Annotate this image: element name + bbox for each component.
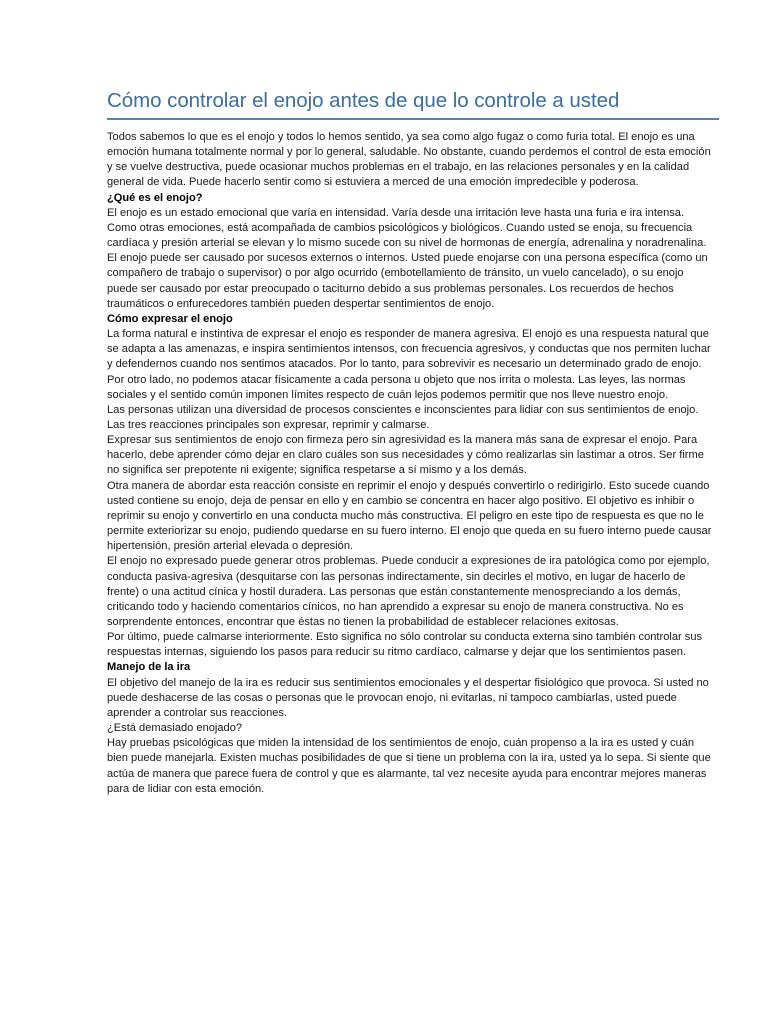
paragraph: El objetivo del manejo de la ira es reducir sus sentimientos emocionales y el despertar fisiológico que provoca. Si usted no puede deshacerse de las cosas o personas que le provocan enojo, ni evitarlas, ni tampoco cambiarlas, usted puede aprender a controlar sus reacciones.: [107, 676, 709, 719]
paragraph: Expresar sus sentimientos de enojo con firmeza pero sin agresividad es la manera más sana de expresar el enojo. Para hacerlo, debe aprender cómo dejar en claro cuáles son sus necesidades y cómo realizarlas sin lastimar a otros. Ser firme no significa ser prepotente ni exigente; significa respetarse a sí mismo y a los demás.: [107, 434, 704, 477]
paragraph: El enojo es un estado emocional que varía en intensidad. Varía desde una irritación leve hasta una furia e ira intensa. Como otras emociones, está acompañada de cambios psicológicos y biológicos. Cuando usted se enoja, su frecuencia cardíaca y presión arterial se elevan y lo mismo sucede con su nivel de hormonas de energía, adrenalina y noradrenalina.: [107, 206, 707, 250]
paragraph: Por otro lado, no podemos atacar físicamente a cada persona u objeto que nos irrita o molesta. Las leyes, las normas sociales y el sentido común imponen límites respecto de cuán lejos podemos permitir que nos lleve nuestro enojo.: [107, 373, 686, 401]
paragraph: Por último, puede calmarse interiormente. Esto significa no sólo controlar su conducta externa sino también controlar sus respuestas internas, siguiendo los pasos para reducir su ritmo cardíaco, calmarse y dejar que los sentimientos pasen.: [107, 631, 703, 659]
paragraph: Las personas utilizan una diversidad de procesos conscientes e inconscientes para lidiar con sus sentimientos de enojo. Las tres reacciones principales son expresar, reprimir y calmarse.: [107, 403, 699, 431]
paragraph: El enojo no expresado puede generar otros problemas. Puede conducir a expresiones de ira patológica como por ejemplo, conducta pasiva-agresiva (desquitarse con las personas indirectamente, sin decirles el motivo, en lugar de hacerlo de frente) o una actitud cínica y hostil duradera. Las personas que están constantemente menospreciando a los demás, criticando todo y haciendo comentarios cínicos, no han aprendido a expresar su enojo de manera constructiva. No es sorprendente entonces, encontrar que éstas no tienen la probabilidad de establecer relaciones exitosas.: [107, 555, 710, 628]
paragraph: La forma natural e instintiva de expresar el enojo es responder de manera agresiva. El enojo es una respuesta natural que se adapta a las amenazas, e inspira sentimientos intensos, con frecuencia agresivos, y conductas que nos permiten luchar y defendernos cuando nos sentimos atacados. Por lo tanto, para sobrevivir es necesario un determinado grado de enojo.: [107, 328, 711, 371]
paragraph: Hay pruebas psicológicas que miden la intensidad de los sentimientos de enojo, cuán propenso a la ira es usted y cuán bien puede manejarla. Existen muchas posibilidades de que si tiene un problema con la ira, usted ya lo sepa. Si siente que actúa de manera que parece fuera de control y que es alarmante, tal vez necesite ayuda para encontrar mejores maneras para de lidiar con esta emoción.: [107, 737, 711, 795]
section-heading-como-expresar-el-enojo: Cómo expresar el enojo: [107, 312, 233, 325]
title-underline: [107, 118, 719, 120]
paragraph-intro: Todos sabemos lo que es el enojo y todos lo hemos sentido, ya sea como algo fugaz o como furia total. El enojo es una emoción humana totalmente normal y por lo general, saludable. No obstante, cuando perdemos el control de esta emoción y se vuelve destructiva, puede ocasionar muchos problemas en el trabajo, en las relaciones personales y en la calidad general de vida. Puede hacerlo sentir como si estuviera a merced de una emoción impredecible y poderosa.: [107, 131, 711, 189]
section-heading-manejo-de-la-ira: Manejo de la ira: [107, 661, 191, 674]
paragraph: Otra manera de abordar esta reacción consiste en reprimir el enojo y después convertirlo o redirigirlo. Esto sucede cuando usted contiene su enojo, deja de pensar en ello y en cambio se concentra en hacer algo positivo. El objetivo es inhibir o reprimir su enojo y convertirlo en una conducta mucho más constructiva. El peligro en este tipo de respuesta es que no le permite exteriorizar su enojo, pudiendo quedarse en su fuero interno. El enojo que queda en su fuero interno puede causar hipertensión, presión arterial elevada o depresión.: [107, 479, 712, 553]
document-title: Cómo controlar el enojo antes de que lo controle a usted: [107, 89, 620, 112]
paragraph: El enojo puede ser causado por sucesos externos o internos. Usted puede enojarse con una persona específica (como un compañero de trabajo o supervisor) o por algo ocurrido (embotellamiento de tránsito, un vuelo cancelado), o su enojo puede ser causado por estar preocupado o taciturno debido a sus problemas personales. Los recuerdos de hechos traumáticos o enfurecedores también pueden despertar sentimientos de enojo.: [107, 252, 708, 310]
document-body: [107, 130, 715, 797]
document-page: [107, 88, 715, 797]
paragraph-question: ¿Está demasiado enojado?: [107, 722, 243, 735]
section-heading-que-es-el-enojo: ¿Qué es el enojo?: [107, 191, 203, 204]
